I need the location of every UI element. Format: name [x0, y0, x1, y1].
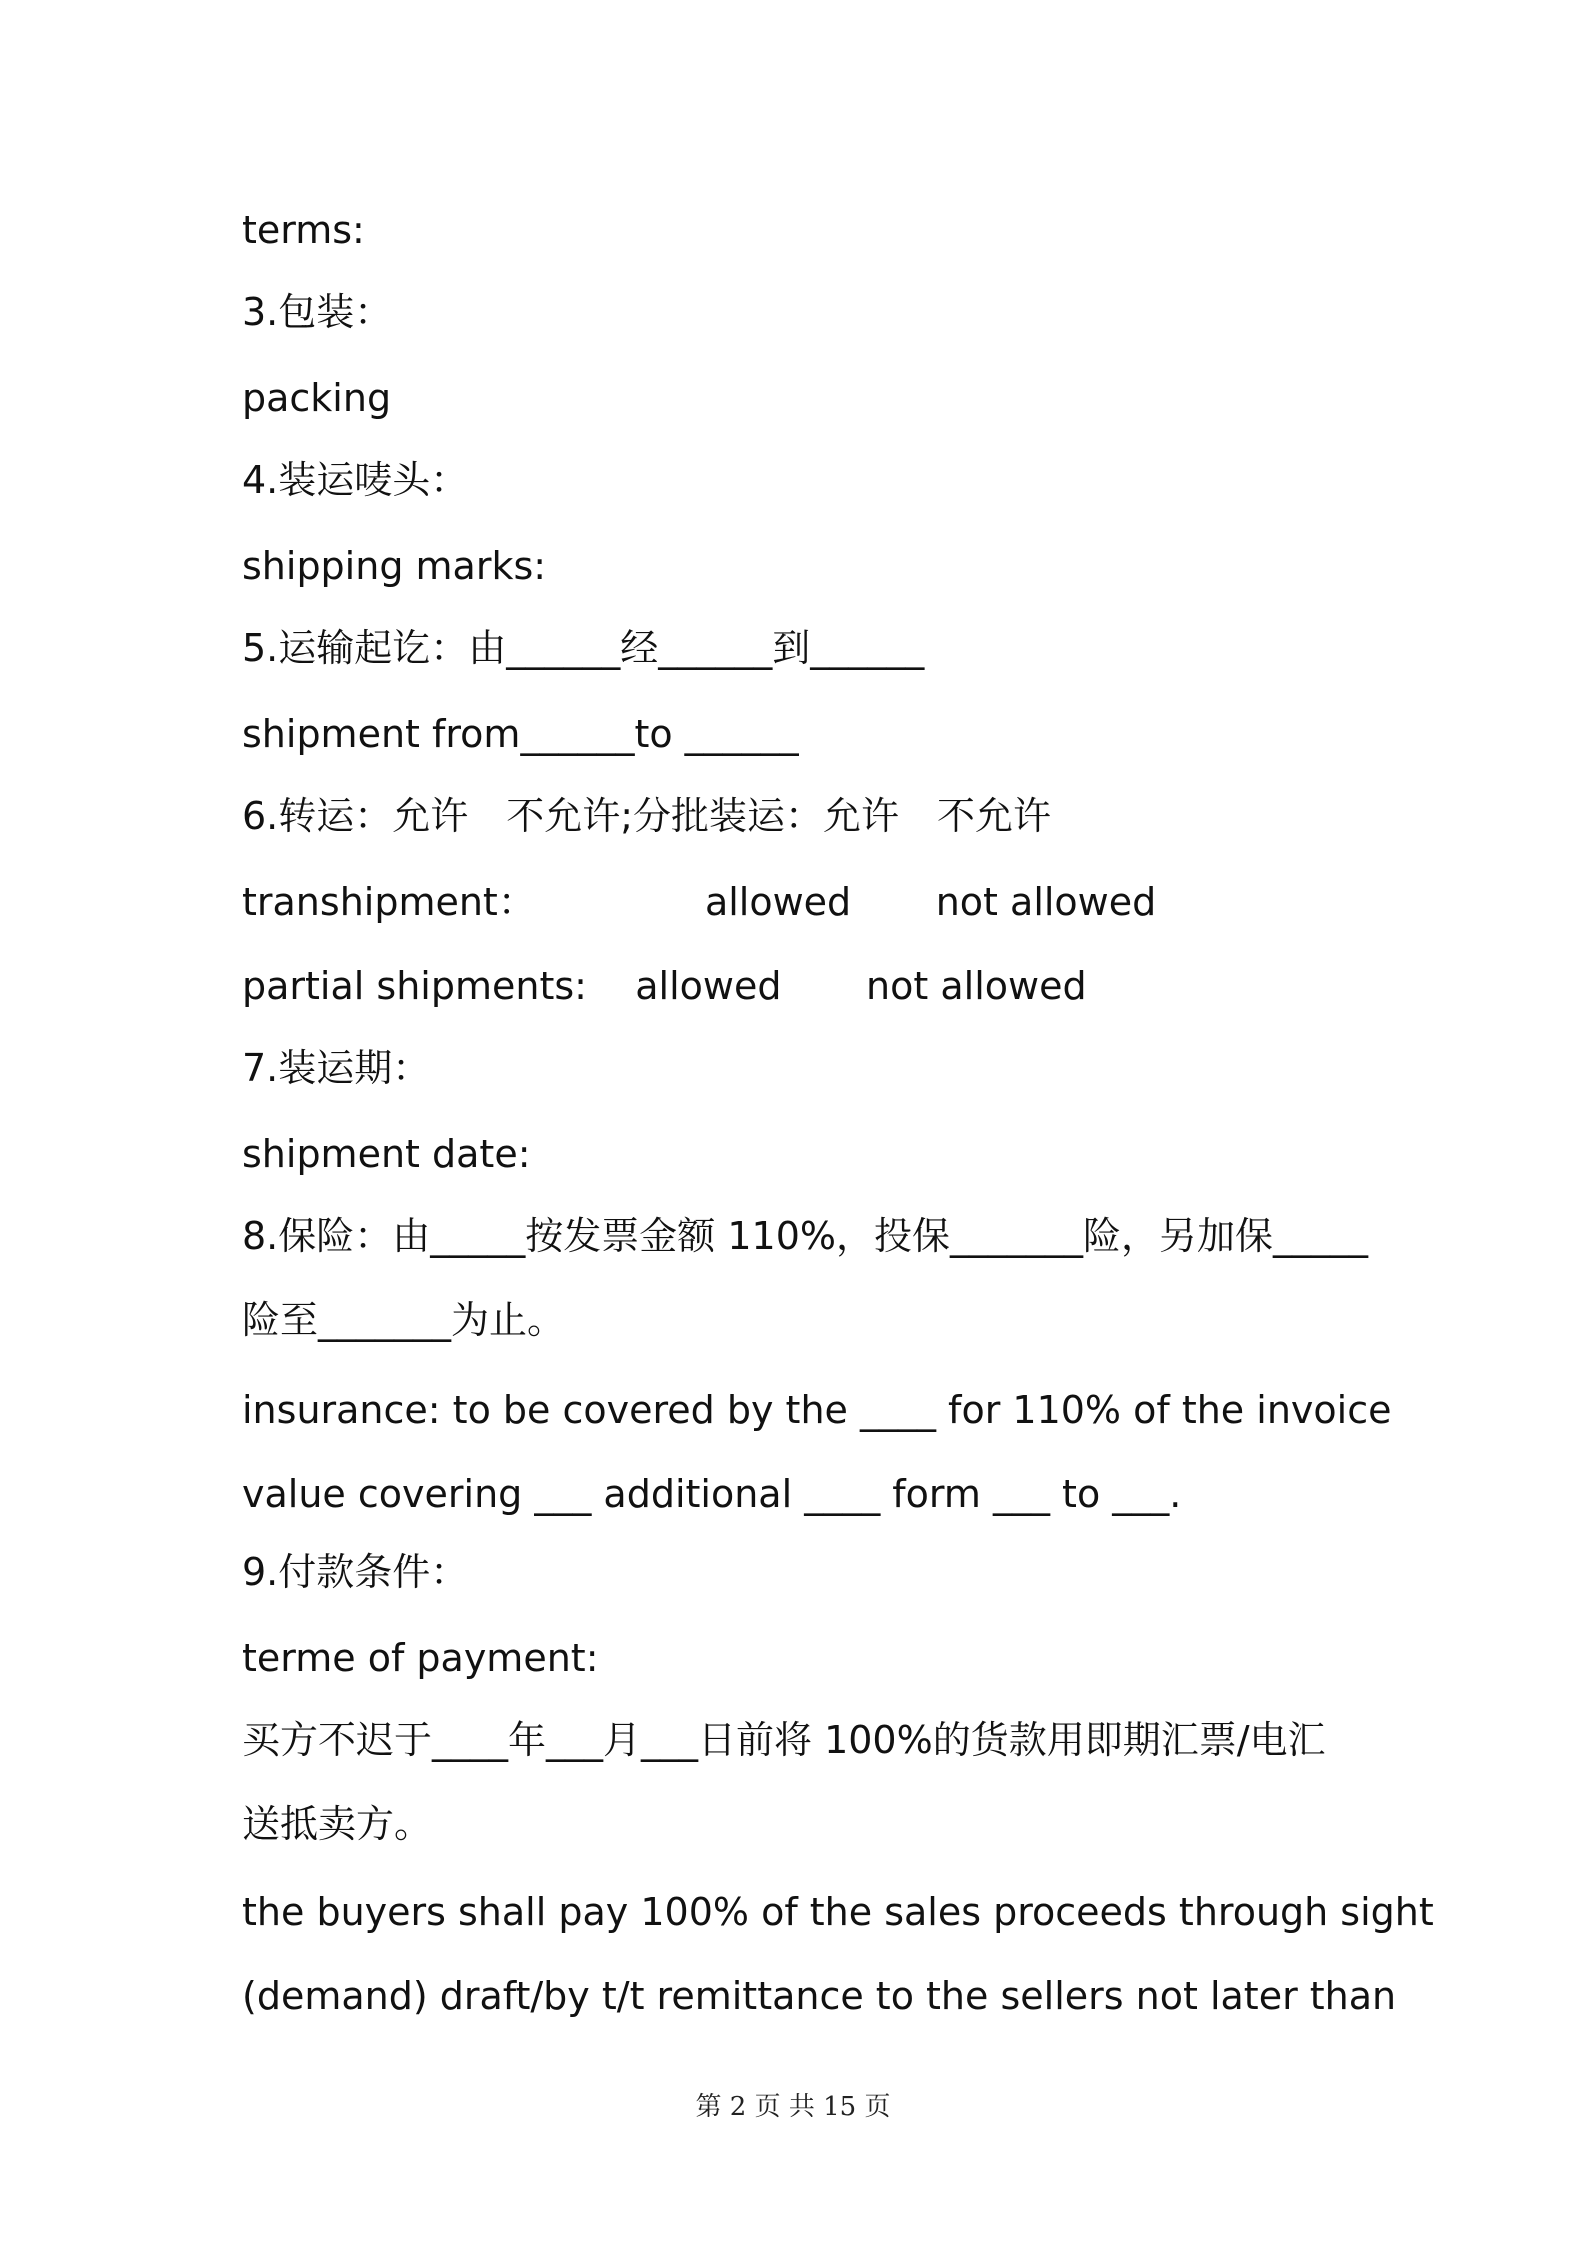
section-heading: 8.保险：由_____按发票金额 110%，投保_______险，另加保_____: [242, 1214, 1368, 1258]
text-line: terme of payment:: [242, 1636, 599, 1680]
section-heading: 9.付款条件：: [242, 1550, 469, 1594]
section-heading: 5.运输起讫：由______经______到______: [242, 626, 925, 670]
text-line: shipment date:: [242, 1132, 531, 1176]
text-line: 送抵卖方。: [242, 1802, 433, 1846]
section-heading: 6.转运：允许 不允许;分批装运：允许 不允许: [242, 794, 1052, 838]
text-line: insurance: to be covered by the ____ for 110% of the invoice: [242, 1388, 1392, 1432]
section-heading: 4.装运唛头：: [242, 458, 469, 502]
text-line: shipment from______to ______: [242, 712, 799, 756]
text-line: 买方不迟于____年___月___日前将 100%的货款用即期汇票/电汇: [242, 1718, 1326, 1762]
text-line: shipping marks:: [242, 544, 547, 588]
text-line: packing: [242, 376, 392, 420]
text-line: the buyers shall pay 100% of the sales proceeds through sight: [242, 1890, 1434, 1934]
text-line: 险至_______为止。: [242, 1298, 566, 1342]
text-line: value covering ___ additional ____ form ___ to ___.: [242, 1472, 1182, 1516]
text-line: terms:: [242, 208, 365, 252]
section-heading: 3.包装：: [242, 290, 393, 334]
section-heading: 7.装运期：: [242, 1046, 431, 1090]
text-line: transhipment： allowed not allowed: [242, 880, 1157, 924]
text-line: (demand) draft/by t/t remittance to the sellers not later than: [242, 1974, 1397, 2018]
page-number-footer: 第 2 页 共 15 页: [695, 2092, 891, 2122]
text-line: partial shipments: allowed not allowed: [242, 964, 1087, 1008]
